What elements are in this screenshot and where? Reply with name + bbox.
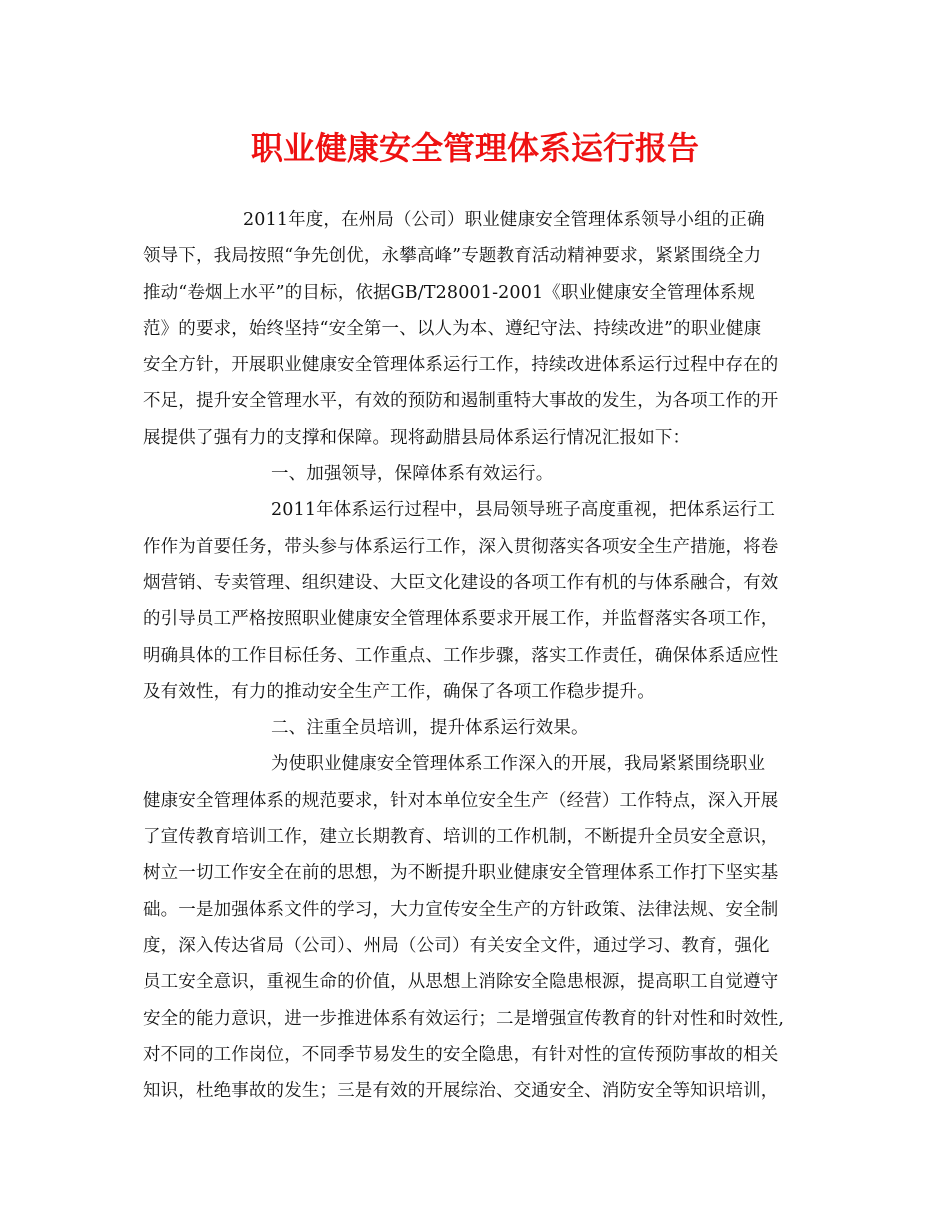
- paragraph-line: 健康安全管理体系的规范要求，针对本单位安全生产（经营）工作特点，深入开展: [143, 790, 779, 811]
- paragraph-line: 度，深入传达省局（公司）、州局（公司）有关安全文件，通过学习、教育，强化: [143, 935, 770, 956]
- paragraph-line: 范》的要求，始终坚持“安全第一、以人为本、遵纪守法、持续改进”的职业健康: [143, 318, 762, 339]
- paragraph-line: 展提供了强有力的支撑和保障。现将勐腊县局体系运行情况汇报如下：: [143, 427, 691, 448]
- paragraph-line: 对不同的工作岗位，不同季节易发生的安全隐患，有针对性的宣传预防事故的相关: [143, 1044, 779, 1065]
- paragraph-line: 2011年体系运行过程中，县局领导班子高度重视，把体系运行工: [271, 500, 776, 521]
- paragraph-line: 为使职业健康安全管理体系工作深入的开展，我局紧紧围绕职业: [271, 754, 766, 775]
- paragraph-line: 及有效性，有力的推动安全生产工作，确保了各项工作稳步提升。: [143, 681, 655, 702]
- paragraph-line: 推动“卷烟上水平”的目标，依据GB/T28001-2001《职业健康安全管理体系规: [143, 282, 756, 303]
- section-heading: 一、加强领导，保障体系有效运行。: [271, 464, 554, 485]
- paragraph-line: 安全方针，开展职业健康安全管理体系运行工作，持续改进体系运行过程中存在的: [143, 355, 779, 376]
- paragraph-line: 础。一是加强体系文件的学习，大力宣传安全生产的方针政策、法律法规、安全制: [143, 899, 779, 920]
- paragraph-line: 作作为首要任务，带头参与体系运行工作，深入贯彻落实各项安全生产措施，将卷: [143, 536, 779, 557]
- paragraph-line: 了宣传教育培训工作，建立长期教育、培训的工作机制，不断提升全员安全意识，: [143, 827, 779, 848]
- paragraph-line: 树立一切工作安全在前的思想，为不断提升职业健康安全管理体系工作打下坚实基: [143, 863, 779, 884]
- paragraph-line: 安全的能力意识，进一步推进体系有效运行；二是增强宣传教育的针对性和时效性,: [143, 1008, 785, 1029]
- paragraph-line: 员工安全意识，重视生命的价值，从思想上消除安全隐患根源，提高职工自觉遵守: [143, 972, 779, 993]
- paragraph-line: 明确具体的工作目标任务、工作重点、工作步骤，落实工作责任，确保体系适应性: [143, 645, 779, 666]
- paragraph-line: 2011年度，在州局（公司）职业健康安全管理体系领导小组的正确: [243, 210, 765, 230]
- section-heading: 二、注重全员培训，提升体系运行效果。: [271, 718, 589, 739]
- paragraph-line: 不足，提升安全管理水平，有效的预防和遏制重特大事故的发生，为各项工作的开: [143, 391, 779, 412]
- paragraph-line: 烟营销、专卖管理、组织建设、大臣文化建设的各项工作有机的与体系融合，有效: [143, 572, 779, 593]
- document-body: [143, 208, 823, 1115]
- paragraph-line: 知识，杜绝事故的发生；三是有效的开展综治、交通安全、消防安全等知识培训，: [143, 1081, 779, 1102]
- document-title: 职业健康安全管理体系运行报告: [250, 129, 699, 167]
- paragraph-line: 领导下，我局按照“争先创优，永攀高峰”专题教育活动精神要求，紧紧围绕全力: [143, 246, 762, 267]
- paragraph-line: 的引导员工严格按照职业健康安全管理体系要求开展工作，并监督落实各项工作，: [143, 609, 779, 630]
